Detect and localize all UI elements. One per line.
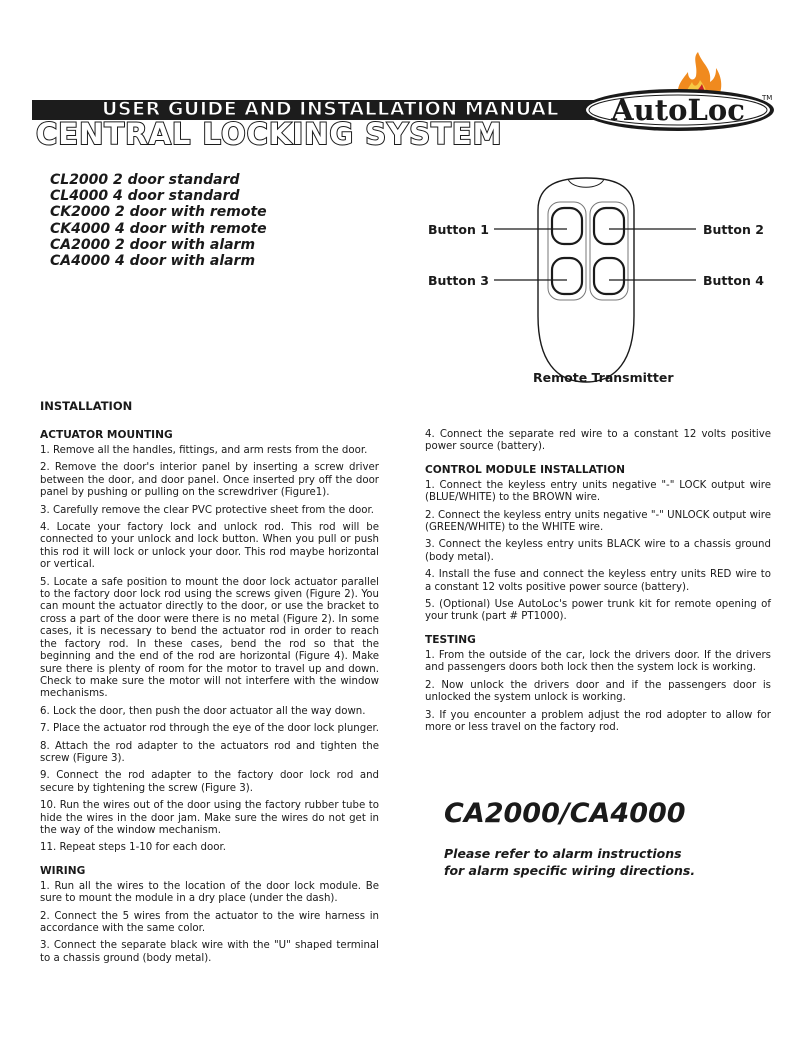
instruction-step: 7. Place the actuator rod through the eye of the door lock plunger. xyxy=(40,723,379,735)
model-item: CK2000 2 door with remote xyxy=(50,204,267,221)
instruction-step: 5. Locate a safe position to mount the door lock actuator parallel to the factory door lock rod using the screws given (Figure 2). You can mount the actuator directly to the door, or use the bracket to cross a part of the door were there is no metal (Figure 2). In some cases, it is necessary to bend the actuator rod in order to reach the factory rod. In these cases, bend the rod so that the beginning and the end of the rod are horizontal (Figure 4). Make sure there is plenty of room for the motor to travel up and down. Check to make sure the motor will not interfere with the window mechanisms. xyxy=(40,576,379,700)
alarm-note xyxy=(444,846,695,879)
instruction-step: 8. Attach the rod adapter to the actuators rod and tighten the screw (Figure 3). xyxy=(40,740,379,764)
remote-button-4 xyxy=(594,258,624,294)
instruction-step: 3. If you encounter a problem adjust the rod adopter to allow for more or less travel on the factory rod. xyxy=(425,709,771,733)
instruction-step: 1. Run all the wires to the location of the door lock module. Be sure to mount the module in a dry place (under the dash). xyxy=(40,880,379,905)
instruction-step: 1. Remove all the handles, fittings, and arm rests from the door. xyxy=(40,445,368,456)
model-item: CA2000 2 door with alarm xyxy=(50,236,256,253)
model-item: CK4000 4 door with remote xyxy=(50,220,267,237)
instruction-step: 2. Remove the door's interior panel by inserting a screw driver between the door, and door panel. Once inserted pry off the door panel by pushing or pulling on the screwdriver (Figure1). xyxy=(40,462,379,499)
model-list xyxy=(50,172,267,269)
button-1-label: Button 1 xyxy=(428,222,489,237)
instruction-step: 2. Connect the 5 wires from the actuator to the wire harness in accordance with the same color. xyxy=(40,910,379,934)
trademark-mark: TM xyxy=(762,94,773,102)
right-column xyxy=(425,429,771,739)
alarm-note-line: for alarm specific wiring directions. xyxy=(444,862,696,878)
instruction-step: 2. Now unlock the drivers door and if the passengers door is unlocked the system unlock is working. xyxy=(425,679,771,704)
autoloc-logo xyxy=(578,52,774,132)
control-module-heading: CONTROL MODULE INSTALLATION xyxy=(425,463,626,476)
actuator-mounting-heading: ACTUATOR MOUNTING xyxy=(40,429,173,441)
alarm-note-line: Please refer to alarm instructions xyxy=(444,846,682,861)
instruction-step: 6. Lock the door, then push the door actuator all the way down. xyxy=(40,705,366,717)
button-2-label: Button 2 xyxy=(703,222,764,237)
instruction-step: 3. Connect the separate black wire with the "U" shaped terminal to a chassis ground (body metal). xyxy=(40,940,379,964)
instruction-step: 1. Connect the keyless entry units negative "-" LOCK output wire (BLUE/WHITE) to the BROWN wire. xyxy=(425,479,771,504)
instruction-step: 3. Connect the keyless entry units BLACK wire to a chassis ground (body metal). xyxy=(425,539,771,563)
button-4-label: Button 4 xyxy=(703,273,764,288)
instruction-step: 11. Repeat steps 1-10 for each door. xyxy=(40,842,226,854)
left-column xyxy=(40,429,379,970)
instruction-step: 1. From the outside of the car, lock the drivers door. If the drivers and passengers doors both lock then the system lock is working. xyxy=(425,649,771,674)
instruction-step: 4. Install the fuse and connect the keyless entry units RED wire to a constant 12 volts positive power source (battery). xyxy=(425,569,771,593)
instruction-step: 9. Connect the rod adapter to the factory door lock rod and secure by tightening the screw (Figure 3). xyxy=(40,770,379,794)
remote-button-1 xyxy=(552,208,582,244)
remote-button-2 xyxy=(594,208,624,244)
remote-button-3 xyxy=(552,258,582,294)
testing-heading: TESTING xyxy=(425,633,476,646)
instruction-step: 2. Connect the keyless entry units negative "-" UNLOCK output wire (GREEN/WHITE) to the WHITE wire. xyxy=(425,509,771,534)
manual-title: CENTRAL LOCKING SYSTEM xyxy=(36,117,503,151)
button-3-label: Button 3 xyxy=(428,273,489,288)
instruction-step: 5. (Optional) Use AutoLoc's power trunk kit for remote opening of your trunk (part # PT1000). xyxy=(425,599,771,623)
instruction-step: 3. Carefully remove the clear PVC protective sheet from the door. xyxy=(40,504,374,516)
instruction-step: 4. Connect the separate red wire to a constant 12 volts positive power source (battery). xyxy=(425,429,771,453)
model-item: CA4000 4 door with alarm xyxy=(50,253,256,270)
instruction-step: 10. Run the wires out of the door using the factory rubber tube to hide the wires in the door jam. Make sure the wires do not get in the way of the window mechanism. xyxy=(40,800,379,836)
remote-caption: Remote Transmitter xyxy=(533,370,674,385)
logo-wordmark: AutoLoc xyxy=(611,93,745,127)
model-item: CL2000 2 door standard xyxy=(50,172,240,188)
instruction-step: 4. Locate your factory lock and unlock rod. This rod will be connected to your unlock and lock button. When you pull or push this rod it will lock or unlock your door. This rod maybe horizontal or vertical. xyxy=(40,522,379,571)
wiring-heading: WIRING xyxy=(40,864,86,877)
installation-heading: INSTALLATION xyxy=(40,399,133,413)
model-item: CL4000 4 door standard xyxy=(50,188,240,205)
alarm-model-title: CA2000/CA4000 xyxy=(444,798,686,829)
manual-subtitle: USER GUIDE AND INSTALLATION MANUAL xyxy=(102,98,559,120)
